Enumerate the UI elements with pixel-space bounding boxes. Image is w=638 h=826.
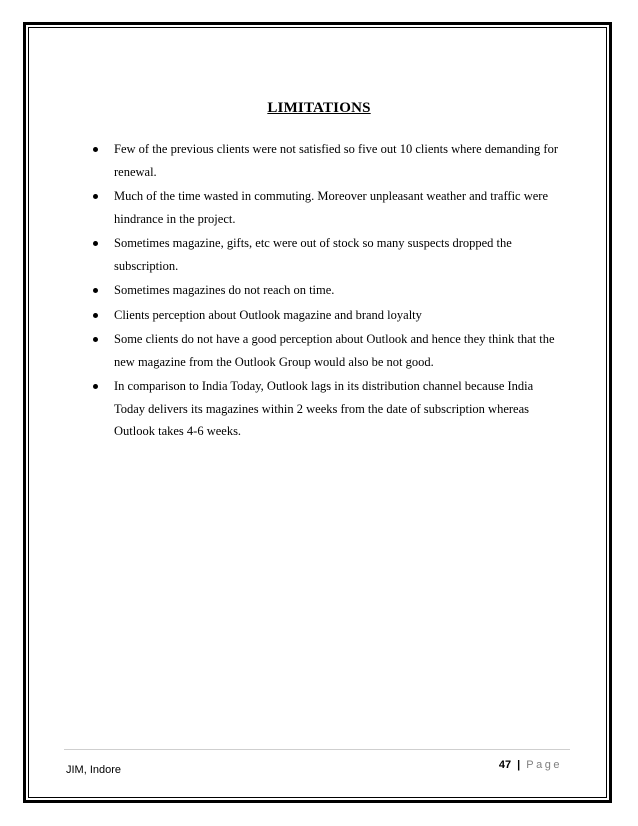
list-item-text: Few of the previous clients were not satisfied so five out 10 clients where demanding for renewal.	[114, 142, 558, 179]
list-item	[90, 279, 565, 302]
page-number: 47	[498, 759, 512, 771]
list-item-text: Much of the time wasted in commuting. Moreover unpleasant weather and traffic were hindrance in the project.	[114, 189, 548, 226]
footer-institution: JIM, Indore	[66, 764, 122, 776]
bullet-icon	[93, 337, 98, 342]
list-item-text: Some clients do not have a good perception about Outlook and hence they think that the new magazine from the Outlook Group would also be not good.	[114, 332, 555, 369]
list-item	[90, 185, 565, 230]
footer-page-indicator	[499, 759, 562, 771]
list-item-text: Sometimes magazines do not reach on time.	[114, 283, 335, 297]
footer-divider	[64, 749, 570, 750]
bullet-icon	[93, 194, 98, 199]
limitations-list	[90, 138, 565, 445]
list-item	[90, 232, 565, 277]
bullet-icon	[93, 313, 98, 318]
list-item	[90, 328, 565, 373]
list-item	[90, 304, 565, 327]
page-label: Page	[526, 759, 562, 771]
page-title: LIMITATIONS	[267, 100, 371, 116]
list-item-text: Clients perception about Outlook magazine and brand loyalty	[114, 307, 422, 322]
bullet-icon	[93, 288, 98, 293]
bullet-icon	[93, 147, 98, 152]
bullet-icon	[93, 384, 98, 389]
list-item-text: Sometimes magazine, gifts, etc were out of stock so many suspects dropped the subscription.	[114, 236, 512, 273]
list-item	[90, 138, 565, 183]
list-item	[90, 375, 565, 443]
list-item-text: In comparison to India Today, Outlook lags in its distribution channel because India Today delivers its magazines within 2 weeks from the date of subscription whereas Outlook takes 4-6 weeks.	[114, 379, 534, 438]
bullet-icon	[93, 241, 98, 246]
footer-separator: |	[517, 759, 521, 771]
